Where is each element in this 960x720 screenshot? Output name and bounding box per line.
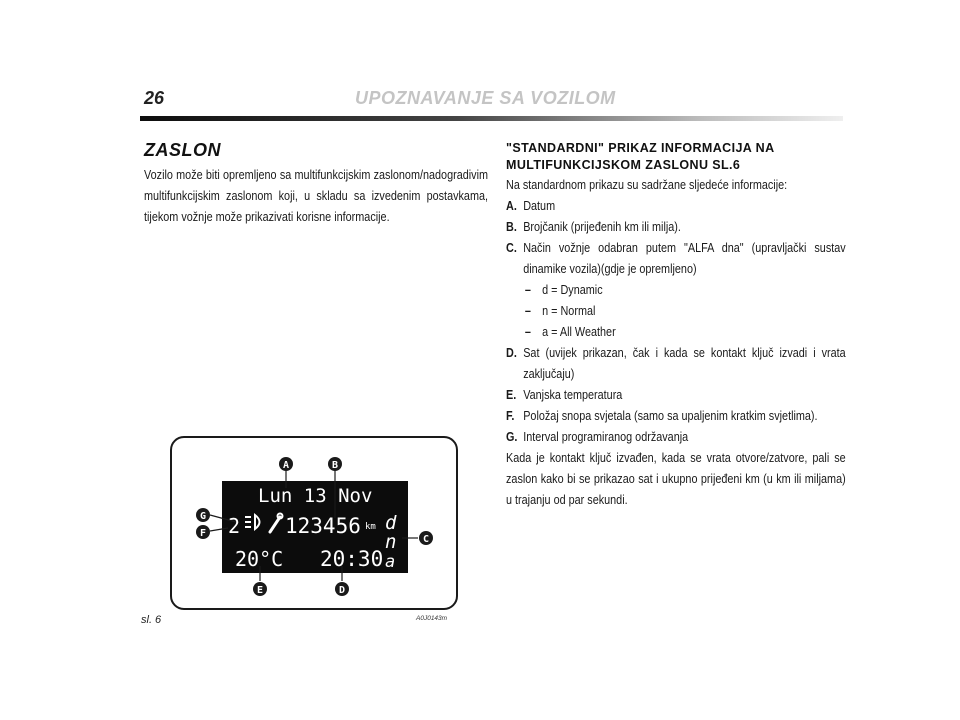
item-label: B.: [506, 220, 517, 234]
item-label: C.: [506, 241, 517, 255]
callout-c-marker: [419, 531, 433, 545]
item-label: A.: [506, 199, 517, 213]
subsection-heading-line1: "STANDARDNI" PRIKAZ INFORMACIJA NA: [506, 141, 775, 155]
figure-code: A0J0143m: [416, 615, 448, 622]
callout-a-marker: [279, 457, 293, 471]
mode-a-text: a: [385, 552, 396, 572]
mode-text: n = Normal: [542, 304, 596, 318]
callout-label: C: [422, 534, 430, 545]
item-text: Vanjska temperatura: [523, 388, 623, 402]
callout-f-marker: [196, 525, 210, 539]
dash-bullet: –: [524, 283, 531, 297]
list-item-f: [506, 406, 846, 427]
mode-n-text: n: [385, 531, 397, 553]
mode-item-all-weather: [506, 322, 846, 343]
item-label: E.: [506, 388, 517, 402]
callout-label: E: [256, 585, 264, 596]
callout-label: B: [331, 460, 339, 471]
list-item-b: [506, 217, 846, 238]
page-number: 26: [144, 88, 165, 108]
odometer-text: 123456: [285, 514, 361, 538]
item-text: Datum: [523, 199, 556, 213]
item-label: F.: [506, 409, 515, 423]
section-heading: ZASLON: [144, 140, 221, 160]
list-item-d: [506, 343, 846, 385]
item-text: Sat (uvijek prikazan, čak i kada se kontakt ključ izvadi i vrata zaključaju): [523, 346, 846, 381]
callout-label: G: [199, 511, 207, 522]
header-rule: [140, 116, 843, 121]
temperature-text: 20°C: [235, 547, 284, 571]
item-label: G.: [506, 430, 518, 444]
callout-e-marker: [253, 582, 267, 596]
beam-level-text: 2: [228, 514, 241, 538]
list-item-g: [506, 427, 846, 448]
display-figure: [170, 436, 458, 610]
callout-b-marker: [328, 457, 342, 471]
odometer-unit-text: km: [365, 522, 376, 532]
chapter-title: UPOZNAVANJE SA VOZILOM: [355, 88, 616, 108]
intro-paragraph: Vozilo može biti opremljeno sa multifunkcijskim zaslonom/nadogradivim multifunkcijskim zaslonom koji, u skladu sa izvedenim postavkama, tijekom vožnje može prikazivati korisne informacije.: [144, 168, 488, 224]
callout-label: F: [199, 528, 207, 539]
list-item-a: [506, 196, 846, 217]
callout-label: A: [282, 460, 290, 471]
subsection-heading: [506, 140, 846, 174]
mode-d-text: d: [385, 512, 397, 534]
item-text: Način vožnje odabran putem "ALFA dna" (upravljački sustav dinamike vozila)(gdje je opremljeno): [523, 241, 846, 276]
item-text: Brojčanik (prijeđenih km ili milja).: [523, 220, 681, 234]
list-intro: Na standardnom prikazu su sadržane sljedeće informacije:: [506, 178, 788, 192]
date-text: Lun 13 Nov: [258, 485, 373, 507]
mode-item-dynamic: [506, 280, 846, 301]
mode-text: d = Dynamic: [542, 283, 603, 297]
subsection-heading-line2: MULTIFUNKCIJSKOM ZASLONU SL.6: [506, 158, 741, 172]
callout-label: D: [338, 585, 346, 596]
item-text: Interval programiranog održavanja: [523, 430, 689, 444]
display-illustration: [172, 438, 455, 607]
callout-d-marker: [335, 582, 349, 596]
clock-text: 20:30: [320, 547, 384, 571]
item-label: D.: [506, 346, 517, 360]
right-column: [506, 140, 846, 511]
mode-text: a = All Weather: [542, 325, 616, 339]
list-item-c: [506, 238, 846, 280]
list-item-e: [506, 385, 846, 406]
mode-item-normal: [506, 301, 846, 322]
item-text: Položaj snopa svjetala (samo sa upaljenim kratkim svjetlima).: [523, 409, 818, 423]
closing-paragraph: Kada je kontakt ključ izvađen, kada se vrata otvore/zatvore, pali se zaslon kako bi se prikazao sat i ukupno prijeđeni km (u km ili miljama) u trajanju od par sekundi.: [506, 451, 846, 507]
dash-bullet: –: [524, 325, 531, 339]
dash-bullet: –: [524, 304, 531, 318]
figure-caption: sl. 6: [141, 614, 162, 626]
callout-g-marker: [196, 508, 210, 522]
info-list: [506, 175, 846, 511]
